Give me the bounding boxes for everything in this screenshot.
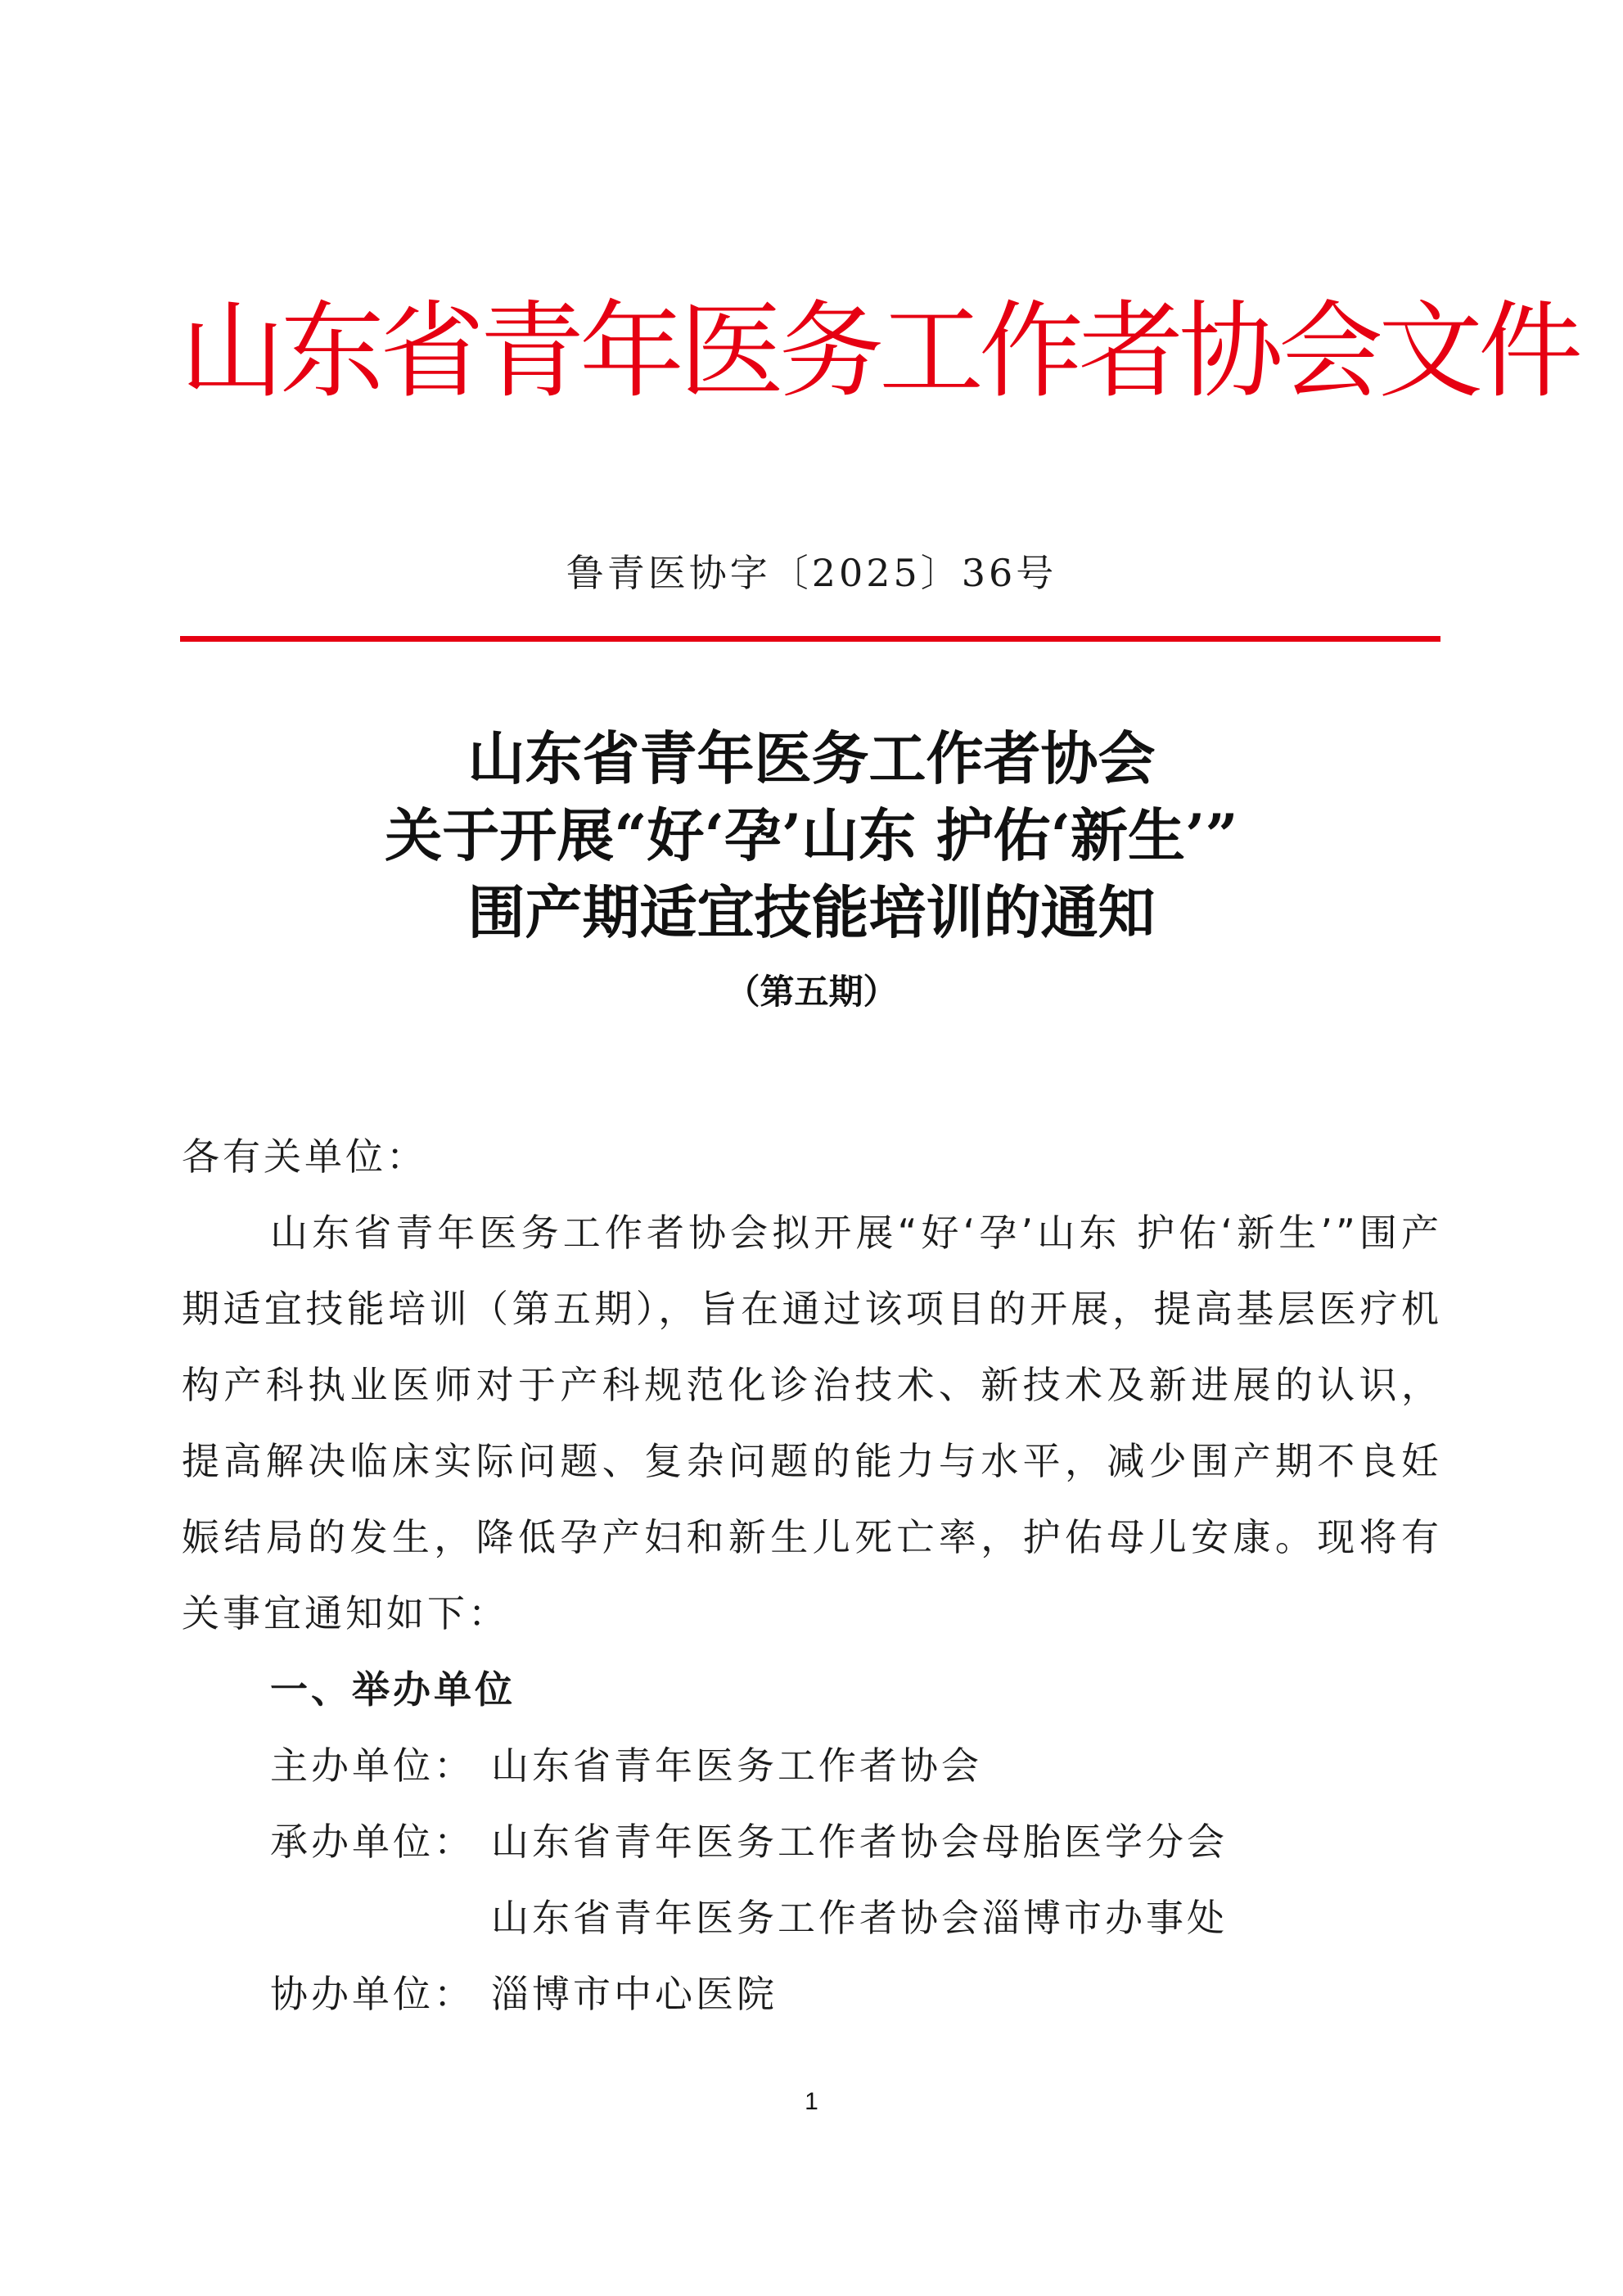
salutation: 各有关单位：	[182, 1134, 427, 1179]
host-row	[182, 1728, 1442, 1804]
document-number: 鲁青医协字〔2025〕36号	[566, 551, 1057, 595]
coorganizer-label: 协办单位：	[270, 1972, 475, 2016]
notice-body	[182, 1119, 1442, 2032]
title-line-3: 围产期适宜技能培训的通知	[467, 878, 1156, 946]
intro-paragraph: 山东省青年医务工作者协会拟开展“好‘孕’山东 护佑‘新生’”围产期适宜技能培训（第五期），旨在通过该项目的开展，提高基层医疗机构产科执业医师对于产科规范化诊治技术、新技术及新进展的认识，提高解决临床实际问题、复杂问题的能力与水平，减少围产期不良妊娠结局的发生，降低孕产妇和新生儿死亡率，护佑母儿安康。现将有关事宜通知如下：	[182, 1211, 1442, 1635]
notice-subtitle: （第五期）	[725, 972, 898, 1012]
organizer-label: 承办单位：	[270, 1820, 475, 1864]
coorganizer-row	[182, 1956, 1442, 2032]
red-divider-line	[180, 636, 1440, 642]
page-number: 1	[805, 2088, 818, 2115]
organizer-value-1: 山东省青年医务工作者协会母胎医学分会	[491, 1820, 1228, 1864]
title-line-2: 关于开展“好‘孕’山东 护佑‘新生’”	[385, 801, 1238, 869]
organizer-value-2: 山东省青年医务工作者协会淄博市办事处	[491, 1896, 1228, 1940]
organization-header-title: 山东省青年医务工作者协会文件	[180, 291, 1579, 413]
section-heading-organizers: 一、举办单位	[270, 1667, 516, 1712]
organizer-row	[182, 1804, 1442, 1880]
notice-title	[0, 720, 1623, 951]
host-label: 主办单位：	[270, 1743, 475, 1788]
title-line-1: 山东省青年医务工作者协会	[467, 724, 1156, 792]
coorganizer-value: 淄博市中心医院	[491, 1972, 778, 2016]
organizer-row-continued	[182, 1880, 1442, 1956]
host-value: 山东省青年医务工作者协会	[491, 1743, 982, 1788]
